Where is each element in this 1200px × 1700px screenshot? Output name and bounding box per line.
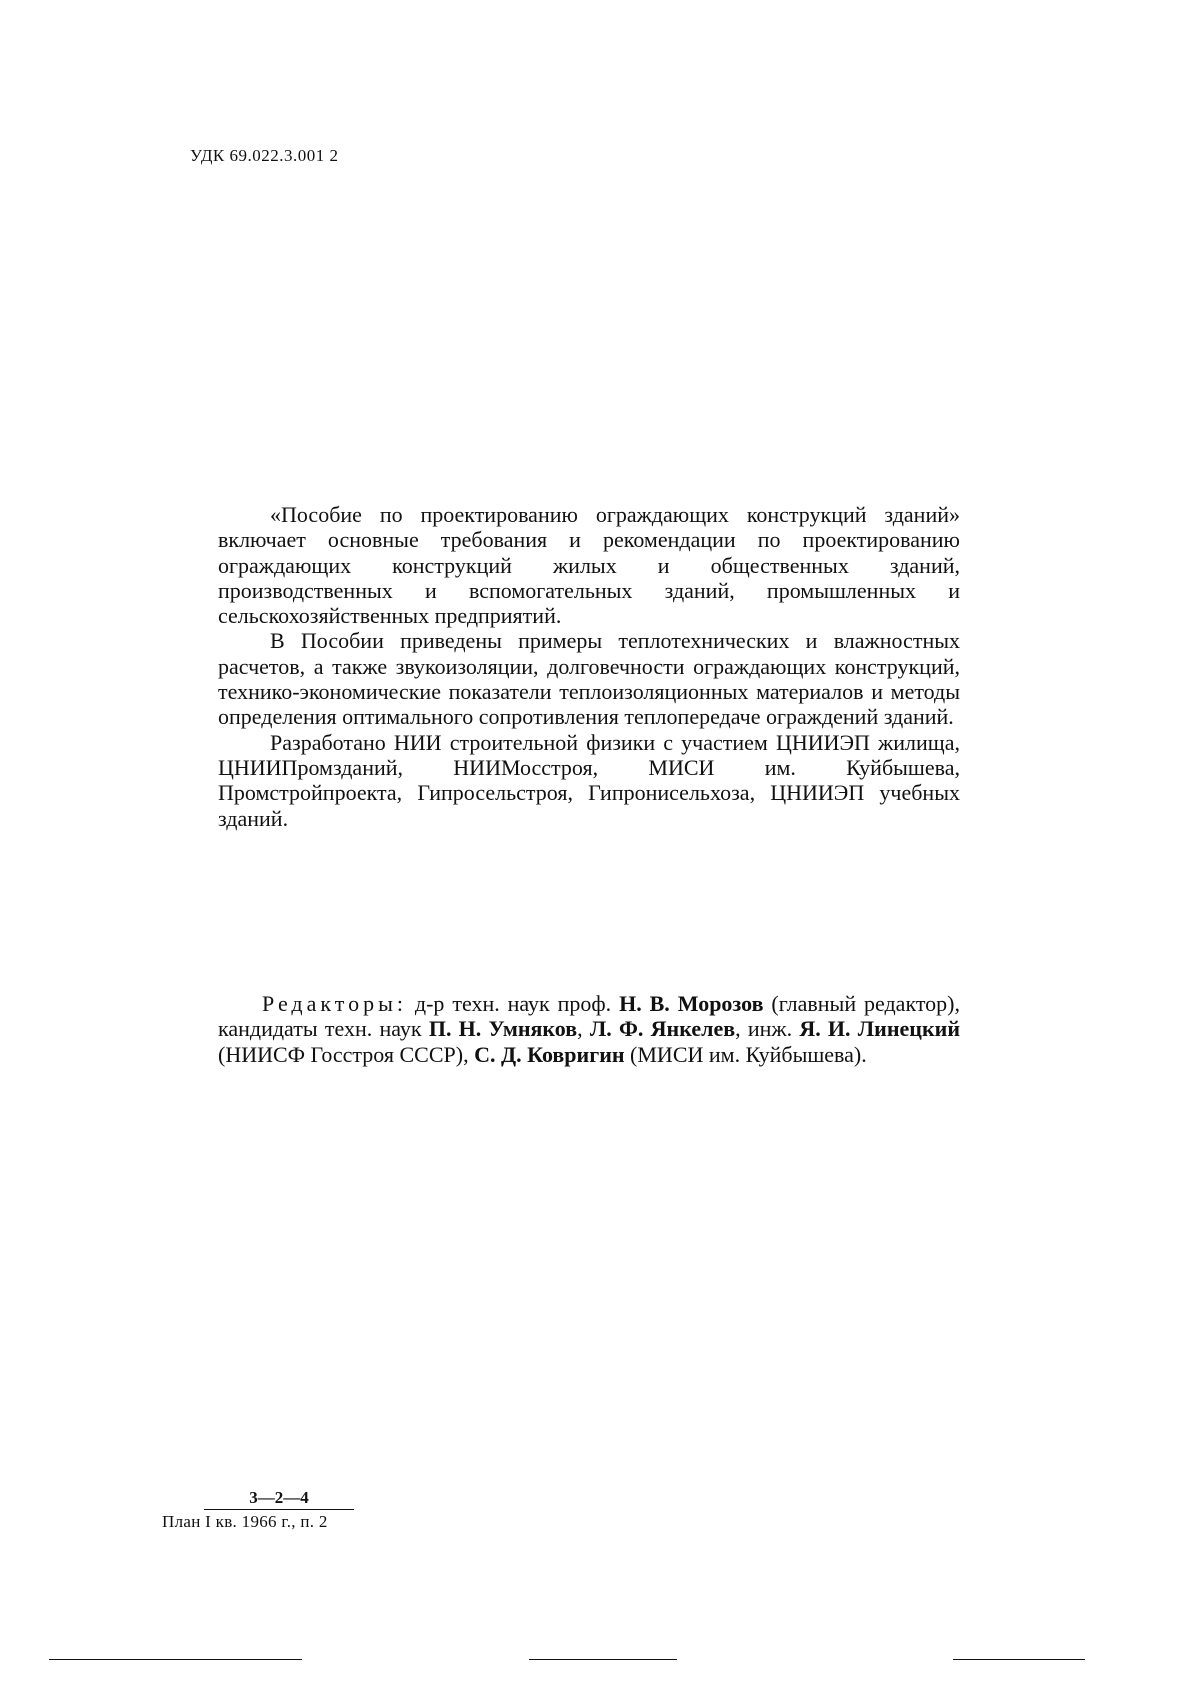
editors-text: (МИСИ им. Куйбышева). [624, 1041, 867, 1067]
imprint-code: 3—2—4 [204, 1488, 354, 1510]
editors-block [218, 991, 960, 1067]
editors-text: , [577, 1016, 590, 1042]
footer-rule-right [953, 1659, 1085, 1660]
editors-text: д-р техн. наук проф. [407, 991, 620, 1016]
editors-heading: Редакторы: [262, 991, 407, 1016]
editor-name: Н. В. Морозов [619, 991, 764, 1016]
footer-rule-middle [529, 1659, 677, 1660]
abstract [218, 502, 960, 831]
imprint-plan: План I кв. 1966 г., п. 2 [162, 1512, 328, 1531]
editor-name: С. Д. Ковригин [474, 1041, 625, 1067]
footer-rule-left [49, 1659, 302, 1660]
editors-text: (НИИСФ Госстроя СССР), [218, 1041, 475, 1067]
abstract-paragraph-scope: «Пособие по проектированию ограждающих конструкций зданий» включает основные требования и рекомендации по проектированию ограждающих конструкций жилых и общественных зданий, производственных и вспомогательных зданий, промышленных и сельскохозяйственных предприятий. [218, 502, 960, 629]
udk-code: УДК 69.022.3.001 2 [190, 146, 339, 165]
editor-name: Я. И. Линецкий [799, 1016, 960, 1042]
abstract-paragraph-examples: В Пособии приведены примеры теплотехнических и влажностных расчетов, а также звукоизоляции, долговечности ограждающих конструкций, технико-экономические показатели теплоизоляционных материалов и методы определения оптимального сопротивления теплопередаче ограждений зданий. [218, 628, 960, 730]
editor-name: Л. Ф. Янкелев [589, 1016, 736, 1042]
editors-text: (главный редактор), кандидаты техн. наук [218, 991, 960, 1042]
editor-name: П. Н. Умняков [428, 1016, 578, 1042]
abstract-paragraph-developers: Разработано НИИ строительной физики с участием ЦНИИЭП жилища, ЦНИИПромзданий, НИИМосстроя, МИСИ им. Куйбышева, Промстройпроекта, Гипросельстроя, Гипронисельхоза, ЦНИИЭП учебных зданий. [218, 729, 960, 831]
imprint [162, 1488, 398, 1532]
editors-text: , инж. [735, 1016, 800, 1042]
